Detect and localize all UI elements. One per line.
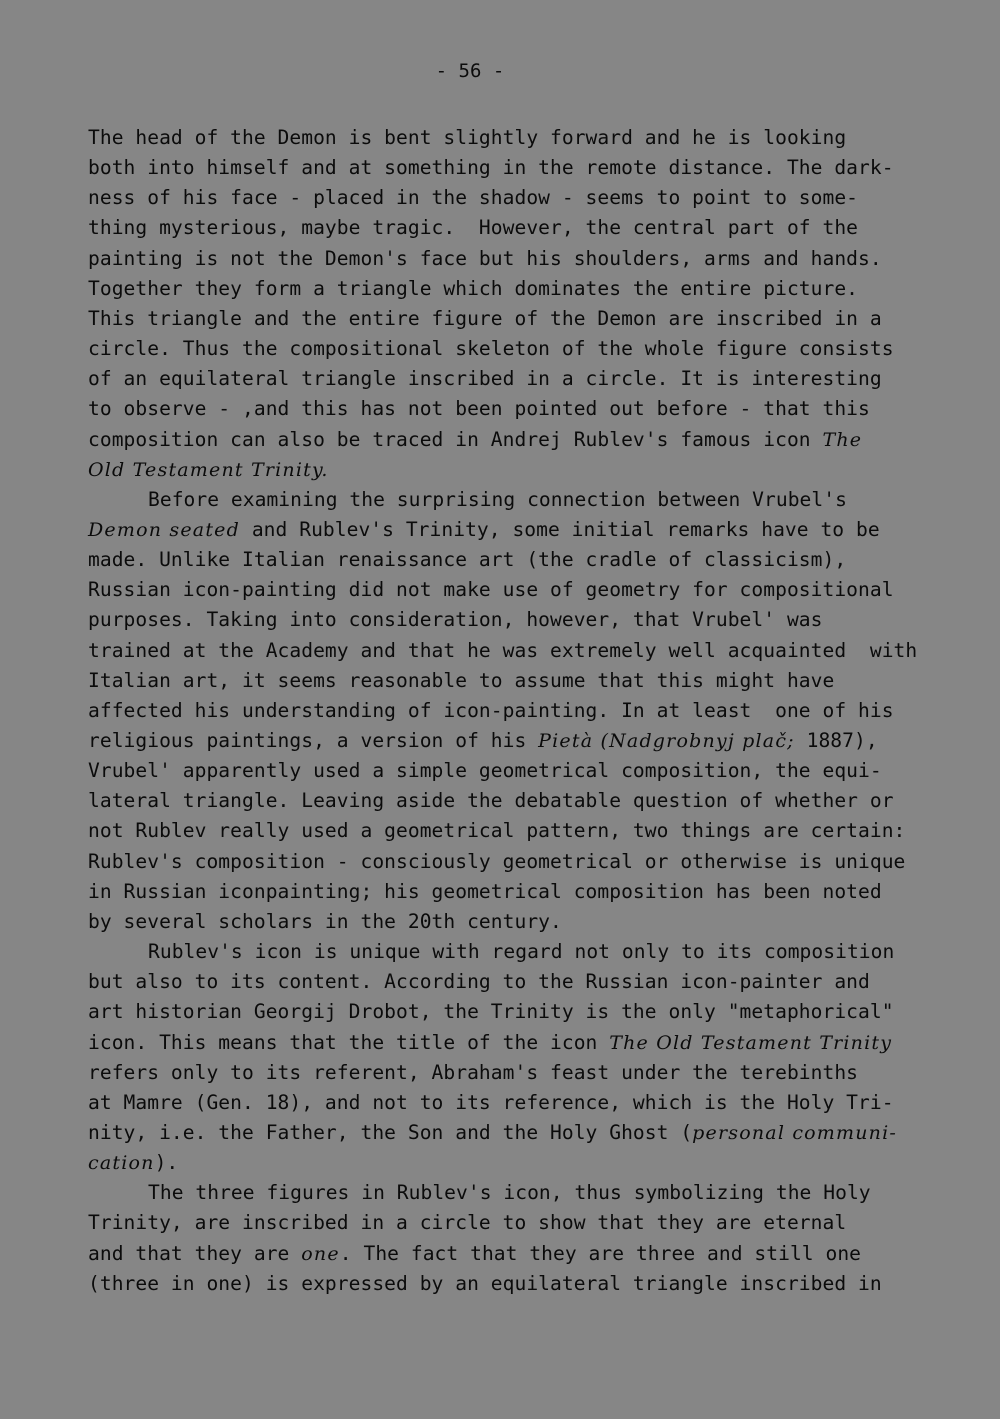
text-span: This triangle and the entire figure of the Demon are inscribed in a [88,307,882,330]
text-span: not Rublev really used a geometrical pattern, two things are certain: [88,819,906,842]
text-line [88,548,846,572]
italic-text: Pietà (Nadgrobnyj plač; [538,730,795,752]
text-span: Vrubel' apparently used a simple geometrical composition, the equi- [88,759,882,782]
text-line [88,216,858,240]
page-number: - 56 - [435,60,505,82]
text-span: ness of his face - placed in the shadow - seems to point to some- [88,186,859,209]
text-span: . The fact that they are three and still one [339,1242,862,1265]
text-span: composition can also be traced in Andrej Rublev's famous icon [88,428,823,451]
text-line [88,126,846,150]
text-span: Rublev's icon is unique with regard not only to its composition [148,940,895,963]
text-line [88,156,894,180]
text-span: to observe - ,and this has not been pointed out before - that this [88,397,870,420]
text-span: affected his understanding of icon-painting. In at least one of his [88,699,894,722]
text-line [88,578,894,602]
text-span: The head of the Demon is bent slightly forward and he is looking [88,126,847,149]
text-line [88,819,905,843]
italic-text: The Old Testament Trinity [609,1032,893,1054]
text-line [88,1000,894,1024]
text-span: (three in one) is expressed by an equilateral triangle inscribed in [88,1272,882,1295]
text-line [88,880,882,904]
text-span: in Russian iconpainting; his geometrical composition has been noted [88,880,882,903]
text-span: but also to its content. According to the Russian icon-painter and [88,970,870,993]
text-line [88,1151,178,1175]
text-line [88,910,562,934]
text-span: nity, i.e. the Father, the Son and the Holy Ghost ( [88,1121,693,1144]
text-line [88,759,882,783]
text-line [88,428,862,452]
text-line [88,1061,858,1085]
text-span: made. Unlike Italian renaissance art (the cradle of classicism), [88,548,847,571]
text-line [88,397,870,421]
italic-text: The [822,429,863,451]
text-span: painting is not the Demon's face but his shoulders, arms and hands. [88,247,882,270]
text-span: at Mamre (Gen. 18), and not to its reference, which is the Holy Tri- [88,1091,894,1114]
text-line [88,699,894,723]
text-line [88,850,905,874]
text-span: art historian Georgij Drobot, the Trinity is the only "metaphorical" [88,1000,894,1023]
text-line [88,1242,861,1266]
italic-text: one [301,1243,340,1265]
text-line [88,1272,882,1296]
text-span: ). [154,1151,179,1174]
text-span: trained at the Academy and that he was extremely well acquainted with [88,639,918,662]
italic-text: Old Testament Trinity. [88,459,329,481]
text-line [88,307,882,331]
text-span: purposes. Taking into consideration, however, that Vrubel' was [88,608,823,631]
text-span: Trinity, are inscribed in a circle to show that they are eternal [88,1211,847,1234]
italic-text: cation [88,1152,155,1174]
text-line [148,488,847,512]
text-line [88,337,894,361]
text-span: both into himself and at something in the remote distance. The dark- [88,156,894,179]
text-span: Italian art, it seems reasonable to assume that this might have [88,669,835,692]
text-line [88,1031,892,1055]
text-line [88,518,880,542]
text-span: refers only to its referent, Abraham's feast under the terebinths [88,1061,859,1084]
italic-text: personal communi- [692,1122,898,1144]
text-line [88,970,870,994]
text-line [88,186,858,210]
text-span: of an equilateral triangle inscribed in a circle. It is interesting [88,367,882,390]
text-line [88,277,858,301]
text-line [88,789,894,813]
text-span: by several scholars in the 20th century. [88,910,562,933]
text-line [88,247,882,271]
text-span: Before examining the surprising connection between Vrubel's [148,488,847,511]
text-span: The three figures in Rublev's icon, thus symbolizing the Holy [148,1181,871,1204]
text-span: 1887), [794,729,878,752]
text-line [88,367,882,391]
text-line [88,729,878,753]
text-line [88,669,834,693]
text-line [88,458,329,482]
text-span: Russian icon-painting did not make use of geometry for compositional [88,578,894,601]
text-line [148,940,894,964]
text-line [88,639,917,663]
text-line [88,1121,897,1145]
text-span: circle. Thus the compositional skeleton of the whole figure consists [88,337,894,360]
text-span: lateral triangle. Leaving aside the debatable question of whether or [88,789,894,812]
text-line [88,1211,846,1235]
text-span: Together they form a triangle which dominates the entire picture. [88,277,859,300]
text-span: and Rublev's Trinity, some initial remarks have to be [239,518,880,541]
text-line [148,1181,871,1205]
text-span: thing mysterious, maybe tragic. However, the central part of the [88,216,859,239]
text-span: and that they are [88,1242,302,1265]
text-span: Rublev's composition - consciously geometrical or otherwise is unique [88,850,906,873]
text-span: religious paintings, a version of his [88,729,539,752]
text-line [88,608,822,632]
text-line [88,1091,894,1115]
italic-text: Demon seated [88,519,240,541]
text-span: icon. This means that the title of the icon [88,1031,610,1054]
